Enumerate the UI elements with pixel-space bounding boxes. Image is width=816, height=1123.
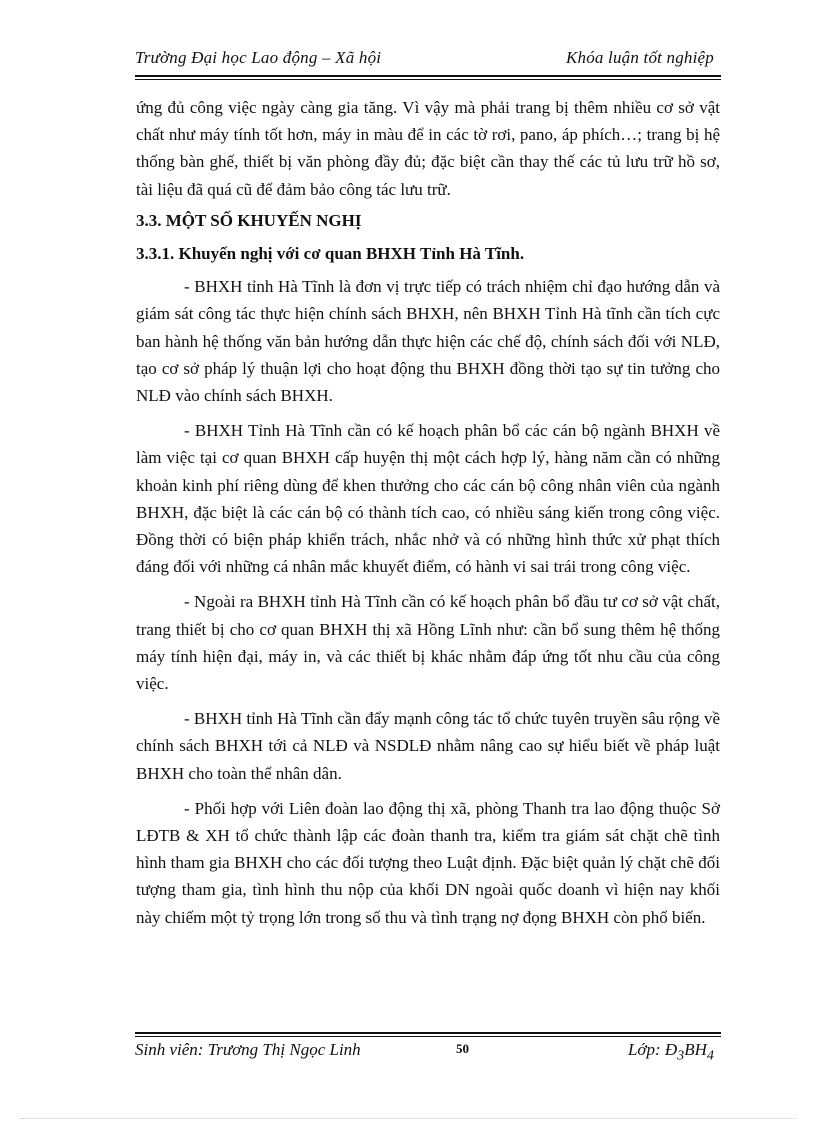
class-prefix: Lớp: Đ (627, 1040, 678, 1059)
header-thesis-type: Khóa luận tốt nghiệp (565, 48, 714, 67)
page-body (136, 94, 720, 939)
page-footer (135, 1040, 720, 1064)
recommendation-paragraph-2: - BHXH Tỉnh Hà Tĩnh cần có kế hoạch phân bổ các cán bộ ngành BHXH về làm việc tại cơ quan BHXH cấp huyện thị một cách hợp lý, hàng năm cần có những khoản kinh phí riêng dùng để khen thưởng cho các cán bộ công nhân viên của ngành BHXH, đặc biệt là các cán bộ có thành tích cao, có nhiều sáng kiến trong công việc. Đồng thời có biện pháp khiển trách, nhắc nhở và có những hình thức xử phạt thích đáng đối với những cá nhân mắc khuyết điểm, có hành vi sai trái trong công việc. (136, 421, 720, 577)
footer-class (628, 1040, 714, 1064)
section-heading: 3.3. MỘT SỐ KHUYẾN NGHỊ (136, 210, 362, 230)
footer-rule-thin (135, 1036, 721, 1037)
recommendation-paragraph-3: - Ngoài ra BHXH tỉnh Hà Tĩnh cần có kế hoạch phân bổ đầu tư cơ sở vật chất, trang thiết bị cho cơ quan BHXH thị xã Hồng Lĩnh như: cần bổ sung thêm hệ thống máy tính hiện đại, máy in, và các thiết bị khác nhằm đáp ứng tốt nhu cầu của công việc. (136, 592, 720, 694)
page-bottom-dotted-line (20, 1118, 796, 1119)
footer-rule-thick (135, 1032, 721, 1034)
header-university: Trường Đại học Lao động – Xã hội (135, 48, 382, 67)
recommendation-paragraph-1: - BHXH tỉnh Hà Tĩnh là đơn vị trực tiếp có trách nhiệm chỉ đạo hướng dẫn và giám sát công tác thực hiện chính sách BHXH, nên BHXH Tỉnh Hà tĩnh cần tích cực ban hành hệ thống văn bản hướng dẫn thực hiện các chế độ, chính sách đối với NLĐ, tạo cơ sở pháp lý thuận lợi cho hoạt động thu BHXH đồng thời tạo sự tin tưởng cho NLĐ vào chính sách BHXH. (136, 277, 720, 406)
header-rule-thick (135, 75, 721, 77)
class-middle: BH (684, 1040, 707, 1059)
header-rule-thin (135, 79, 721, 80)
recommendation-paragraph-4: - BHXH tỉnh Hà Tĩnh cần đẩy mạnh công tác tổ chức tuyên truyền sâu rộng về chính sách BHXH tới cả NLĐ và NSDLĐ nhằm nâng cao sự hiểu biết về pháp luật BHXH cho toàn thể nhân dân. (136, 709, 720, 783)
footer-student-name: Sinh viên: Trương Thị Ngọc Linh (135, 1040, 361, 1059)
continued-paragraph: ứng đủ công việc ngày càng gia tăng. Vì vậy mà phải trang bị thêm nhiều cơ sở vật chất như máy tính tốt hơn, máy in màu để in các tờ rơi, pano, áp phích…; trang bị hệ thống bàn ghế, thiết bị văn phòng đầy đủ; đặc biệt cần thay thế các tủ lưu trữ hồ sơ, tài liệu đã quá cũ để đảm bảo công tác lưu trữ. (136, 98, 720, 199)
class-subscript-1: 3 (677, 1047, 685, 1064)
page-number: 50 (456, 1041, 469, 1056)
class-subscript-2: 4 (706, 1047, 714, 1064)
subsection-heading: 3.3.1. Khuyến nghị với cơ quan BHXH Tỉnh Hà Tĩnh. (136, 244, 525, 264)
recommendation-paragraph-5: - Phối hợp với Liên đoàn lao động thị xã, phòng Thanh tra lao động thuộc Sở LĐTB & XH tổ chức thành lập các đoàn thanh tra, kiểm tra giám sát chặt chẽ tình hình tham gia BHXH cho các đối tượng theo Luật định. Đặc biệt quản lý chặt chẽ đối tượng tham gia, tình hình thu nộp của khối DN ngoài quốc doanh vì hiện nay khối này chiếm một tỷ trọng lớn trong số thu và tình trạng nợ đọng BHXH còn phổ biến. (136, 798, 720, 927)
page-header (135, 48, 720, 74)
